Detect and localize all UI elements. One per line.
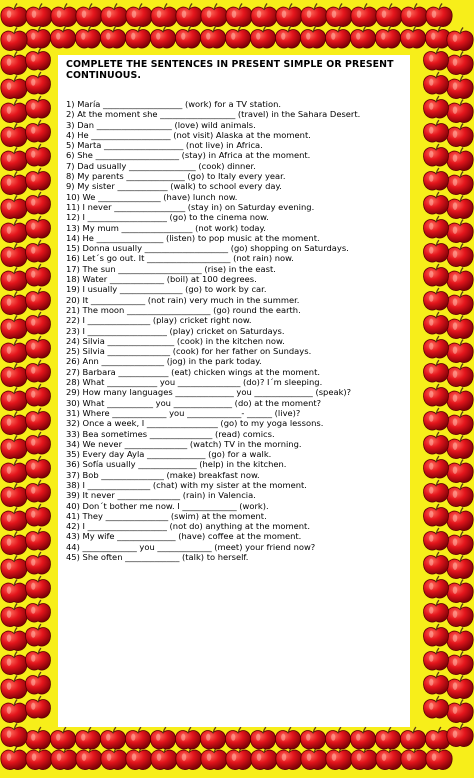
exercise-item: 37) Bob _______________ (make) breakfast now.: [66, 469, 260, 480]
apple-icon: [424, 408, 449, 430]
apple-icon: [26, 456, 51, 478]
apple-icon: [1, 292, 27, 315]
apple-icon: [276, 747, 302, 770]
apple-icon: [1, 52, 27, 75]
exercise-item: 23) I ___________________ (play) cricket on Saturdays.: [66, 325, 285, 336]
apple-icon: [424, 216, 449, 238]
apple-icon: [226, 26, 251, 48]
apple-icon: [276, 727, 301, 749]
apple-icon: [424, 648, 449, 670]
exercise-item: 12) I ___________________ (go) to the cinema now.: [66, 212, 269, 223]
apple-icon: [1, 628, 27, 651]
apple-icon: [424, 168, 449, 190]
exercise-item: 20) It _____________ (not rain) very much in the summer.: [66, 294, 300, 305]
apple-icon: [301, 4, 327, 27]
apple-icon: [101, 747, 127, 770]
apple-icon: [426, 4, 452, 27]
apple-icon: [51, 727, 76, 749]
exercise-item: 21) The moon ____________________ (go) round the earth.: [66, 304, 301, 315]
apple-icon: [301, 727, 326, 749]
apple-icon: [151, 4, 177, 27]
apple-icon: [276, 26, 301, 48]
apple-icon: [326, 727, 351, 749]
apple-icon: [226, 4, 252, 27]
apple-icon: [424, 384, 449, 406]
apple-icon: [1, 124, 27, 147]
apple-icon: [424, 192, 449, 214]
apple-icon: [424, 528, 449, 550]
apple-icon: [424, 624, 449, 646]
apple-icon: [26, 4, 52, 27]
exercise-item: 24) Silvia ________________ (cook) in the kitchen now.: [66, 335, 285, 346]
apple-icon: [226, 727, 251, 749]
apple-icon: [376, 727, 401, 749]
apple-icon: [26, 504, 51, 526]
apple-icon: [1, 172, 27, 195]
apple-icon: [1, 652, 27, 675]
exercise-item: 17) The sun ____________________ (rise) in the east.: [66, 263, 276, 274]
apple-icon: [1, 700, 27, 723]
exercise-item: 42) I ___________________ (not do) anything at the moment.: [66, 521, 310, 532]
apple-icon: [424, 312, 449, 334]
apple-icon: [424, 480, 449, 502]
apple-icon: [301, 747, 327, 770]
apple-icon: [1, 388, 27, 411]
exercise-item: 6) She ____________________ (stay) in Africa at the moment.: [66, 150, 311, 161]
apple-icon: [424, 120, 449, 142]
apple-icon: [351, 26, 376, 48]
apple-icon: [424, 240, 449, 262]
apple-icon: [101, 727, 126, 749]
apple-icon: [447, 244, 473, 267]
apple-icon: [26, 48, 51, 70]
apple-icon: [26, 120, 51, 142]
apple-icon: [301, 26, 326, 48]
apple-icon: [447, 700, 473, 723]
apple-icon: [424, 456, 449, 478]
apple-icon: [51, 26, 76, 48]
apple-icon: [424, 360, 449, 382]
apple-icon: [447, 52, 473, 75]
apple-icon: [447, 676, 473, 699]
apple-icon: [424, 576, 449, 598]
apple-icon: [1, 460, 27, 483]
apple-icon: [326, 26, 351, 48]
apple-icon: [76, 727, 101, 749]
apple-icon: [447, 652, 473, 675]
apple-icon: [424, 600, 449, 622]
apple-icon: [26, 480, 51, 502]
apple-icon: [26, 240, 51, 262]
apple-icon: [176, 4, 202, 27]
apple-icon: [351, 727, 376, 749]
apple-icon: [201, 747, 227, 770]
apple-icon: [351, 747, 377, 770]
apple-icon: [447, 292, 473, 315]
apple-icon: [424, 696, 449, 718]
apple-icon: [351, 4, 377, 27]
apple-icon: [447, 580, 473, 603]
apple-icon: [326, 747, 352, 770]
apple-icon: [447, 100, 473, 123]
exercise-item: 13) My mum _________________ (not work) today.: [66, 222, 266, 233]
exercise-item: 40) Don´t bother me now. I _____________ (work).: [66, 500, 269, 511]
apple-icon: [76, 4, 102, 27]
apple-icon: [251, 727, 276, 749]
apple-icon: [401, 4, 427, 27]
apple-icon: [26, 264, 51, 286]
exercise-item: 43) My wife ______________ (have) coffee at the moment.: [66, 531, 302, 542]
apple-icon: [447, 316, 473, 339]
apple-icon: [424, 264, 449, 286]
apple-icon: [447, 148, 473, 171]
apple-icon: [176, 26, 201, 48]
apple-icon: [201, 26, 226, 48]
apple-icon: [1, 340, 27, 363]
apple-icon: [447, 28, 473, 51]
exercise-item: 2) At the moment she __________________ (travel) in the Sahara Desert.: [66, 109, 361, 120]
exercise-item: 5) Marta ___________________ (not live) in Africa.: [66, 140, 263, 151]
apple-icon: [26, 432, 51, 454]
apple-icon: [26, 192, 51, 214]
apple-icon: [176, 727, 201, 749]
apple-icon: [76, 26, 101, 48]
apple-icon: [26, 624, 51, 646]
exercise-item: 18) Water _____________ (boil) at 100 degrees.: [66, 274, 257, 285]
apple-icon: [1, 268, 27, 291]
apple-icon: [126, 4, 152, 27]
apple-icon: [447, 220, 473, 243]
exercise-item: 3) Dan __________________ (love) wild animals.: [66, 119, 256, 130]
apple-icon: [447, 364, 473, 387]
apple-icon: [447, 628, 473, 651]
apple-icon: [447, 436, 473, 459]
apple-icon: [1, 316, 27, 339]
apple-icon: [424, 288, 449, 310]
apple-icon: [447, 172, 473, 195]
apple-icon: [447, 124, 473, 147]
apple-icon: [1, 28, 27, 51]
apple-icon: [376, 26, 401, 48]
apple-icon: [26, 576, 51, 598]
apple-icon: [401, 727, 426, 749]
apple-icon: [1, 508, 27, 531]
exercise-item: 30) What ___________ you ______________ (do) at the moment?: [66, 397, 322, 408]
apple-icon: [26, 672, 51, 694]
exercise-item: 33) Bea sometimes _______________ (read) comics.: [66, 428, 275, 439]
apple-icon: [51, 747, 77, 770]
exercise-item: 39) It never _______________ (rain) in Valencia.: [66, 490, 256, 501]
apple-icon: [251, 747, 277, 770]
apple-icon: [26, 144, 51, 166]
apple-icon: [26, 360, 51, 382]
apple-icon: [326, 4, 352, 27]
apple-icon: [26, 72, 51, 94]
apple-icon: [1, 724, 27, 747]
exercise-item: 25) Silvia _______________ (cook) for her father on Sundays.: [66, 346, 312, 357]
exercise-item: 19) I usually _______________ (go) to work by car.: [66, 284, 267, 295]
exercise-item: 8) My parents ______________ (go) to Italy every year.: [66, 171, 286, 182]
apple-icon: [26, 747, 52, 770]
apple-icon: [447, 76, 473, 99]
apple-icon: [1, 4, 27, 27]
apple-icon: [1, 196, 27, 219]
exercise-item: 38) I _______________ (chat) with my sister at the moment.: [66, 479, 307, 490]
apple-icon: [1, 220, 27, 243]
apple-icon: [1, 580, 27, 603]
apple-icon: [26, 600, 51, 622]
exercise-item: 36) Sofía usually ______________ (help) in the kitchen.: [66, 459, 287, 470]
apple-icon: [1, 604, 27, 627]
apple-icon: [201, 727, 226, 749]
exercise-item: 26) Ann _______________ (jog) in the park today.: [66, 356, 262, 367]
apple-icon: [26, 552, 51, 574]
apple-icon: [424, 672, 449, 694]
apple-icon: [126, 727, 151, 749]
apple-icon: [1, 244, 27, 267]
apple-icon: [26, 26, 51, 48]
apple-icon: [51, 4, 77, 27]
exercise-item: 9) My sister ____________ (walk) to school every day.: [66, 181, 282, 192]
apple-icon: [101, 4, 127, 27]
apple-icon: [447, 532, 473, 555]
apple-icon: [176, 747, 202, 770]
apple-icon: [424, 72, 449, 94]
apple-icon: [447, 460, 473, 483]
apple-icon: [1, 747, 27, 770]
apple-icon: [26, 648, 51, 670]
apple-icon: [1, 532, 27, 555]
apple-icon: [201, 4, 227, 27]
apple-icon: [26, 727, 51, 749]
apple-icon: [424, 48, 449, 70]
apple-icon: [424, 144, 449, 166]
apple-icon: [401, 26, 426, 48]
exercise-item: 45) She often _____________ (talk) to herself.: [66, 552, 249, 563]
apple-icon: [447, 412, 473, 435]
apple-icon: [424, 504, 449, 526]
exercise-item: 27) Barbara ____________ (eat) chicken wings at the moment.: [66, 366, 320, 377]
apple-icon: [1, 556, 27, 579]
worksheet-page: [58, 55, 410, 727]
apple-icon: [126, 26, 151, 48]
worksheet-title: COMPLETE THE SENTENCES IN PRESENT SIMPLE OR PRESENT CONTINUOUS.: [66, 59, 394, 81]
apple-icon: [26, 168, 51, 190]
apple-icon: [447, 484, 473, 507]
exercise-item: 4) He ___________________ (not visit) Alaska at the moment.: [66, 129, 311, 140]
apple-icon: [151, 747, 177, 770]
apple-icon: [26, 288, 51, 310]
apple-icon: [376, 4, 402, 27]
apple-icon: [426, 747, 452, 770]
exercise-list: [66, 99, 404, 562]
apple-icon: [424, 96, 449, 118]
exercise-item: 1) María ___________________ (work) for a TV station.: [66, 99, 282, 109]
exercise-item: 34) We never _______________ (watch) TV in the morning.: [66, 438, 302, 449]
apple-icon: [151, 26, 176, 48]
apple-icon: [76, 747, 102, 770]
apple-icon: [226, 747, 252, 770]
apple-icon: [26, 408, 51, 430]
apple-icon: [26, 384, 51, 406]
exercise-item: 7) Dad usually ________________ (cook) dinner.: [66, 160, 256, 171]
exercise-item: 35) Every day Ayla ______________ (go) for a walk.: [66, 449, 272, 460]
exercise-item: 32) Once a week, I _________________ (go) to my yoga lessons.: [66, 418, 324, 429]
apple-icon: [26, 216, 51, 238]
apple-icon: [26, 696, 51, 718]
apple-icon: [1, 412, 27, 435]
exercise-item: 41) They _______________ (swim) at the moment.: [66, 510, 267, 521]
apple-icon: [26, 336, 51, 358]
apple-icon: [251, 26, 276, 48]
apple-icon: [447, 508, 473, 531]
exercise-item: 31) Where _____________ you _____________- ______ (live)?: [66, 407, 301, 418]
apple-icon: [424, 432, 449, 454]
apple-icon: [447, 604, 473, 627]
apple-icon: [1, 484, 27, 507]
apple-icon: [26, 96, 51, 118]
exercise-item: 11) I never _________________ (stay in) on Saturday evening.: [66, 201, 315, 212]
apple-icon: [376, 747, 402, 770]
apple-icon: [151, 727, 176, 749]
exercise-item: 28) What ____________ you _______________ (do)? I´m sleeping.: [66, 377, 323, 388]
exercise-item: 22) I _______________ (play) cricket right now.: [66, 315, 252, 326]
apple-icon: [424, 336, 449, 358]
exercise-item: 44) _____________ you _____________ (meet) your friend now?: [66, 541, 316, 552]
apple-icon: [447, 196, 473, 219]
exercise-item: 16) Let´s go out. It ____________________ (not rain) now.: [66, 253, 294, 264]
apple-icon: [26, 528, 51, 550]
apple-icon: [401, 747, 427, 770]
apple-icon: [26, 312, 51, 334]
apple-icon: [251, 4, 277, 27]
apple-icon: [126, 747, 152, 770]
apple-icon: [447, 340, 473, 363]
exercise-item: 10) We _______________ (have) lunch now.: [66, 191, 238, 202]
apple-icon: [447, 724, 473, 747]
apple-icon: [1, 436, 27, 459]
apple-icon: [1, 676, 27, 699]
apple-icon: [447, 556, 473, 579]
apple-icon: [1, 148, 27, 171]
apple-icon: [1, 364, 27, 387]
exercise-item: 29) How many languages ______________ you ______________ (speak)?: [66, 387, 352, 398]
exercise-item: 14) He ________________ (listen) to pop music at the moment.: [66, 232, 320, 243]
apple-icon: [101, 26, 126, 48]
apple-icon: [447, 268, 473, 291]
exercise-item: 15) Donna usually ____________________ (go) shopping on Saturdays.: [66, 243, 349, 254]
apple-icon: [447, 388, 473, 411]
apple-icon: [1, 100, 27, 123]
apple-icon: [276, 4, 302, 27]
apple-icon: [1, 76, 27, 99]
apple-icon: [424, 552, 449, 574]
